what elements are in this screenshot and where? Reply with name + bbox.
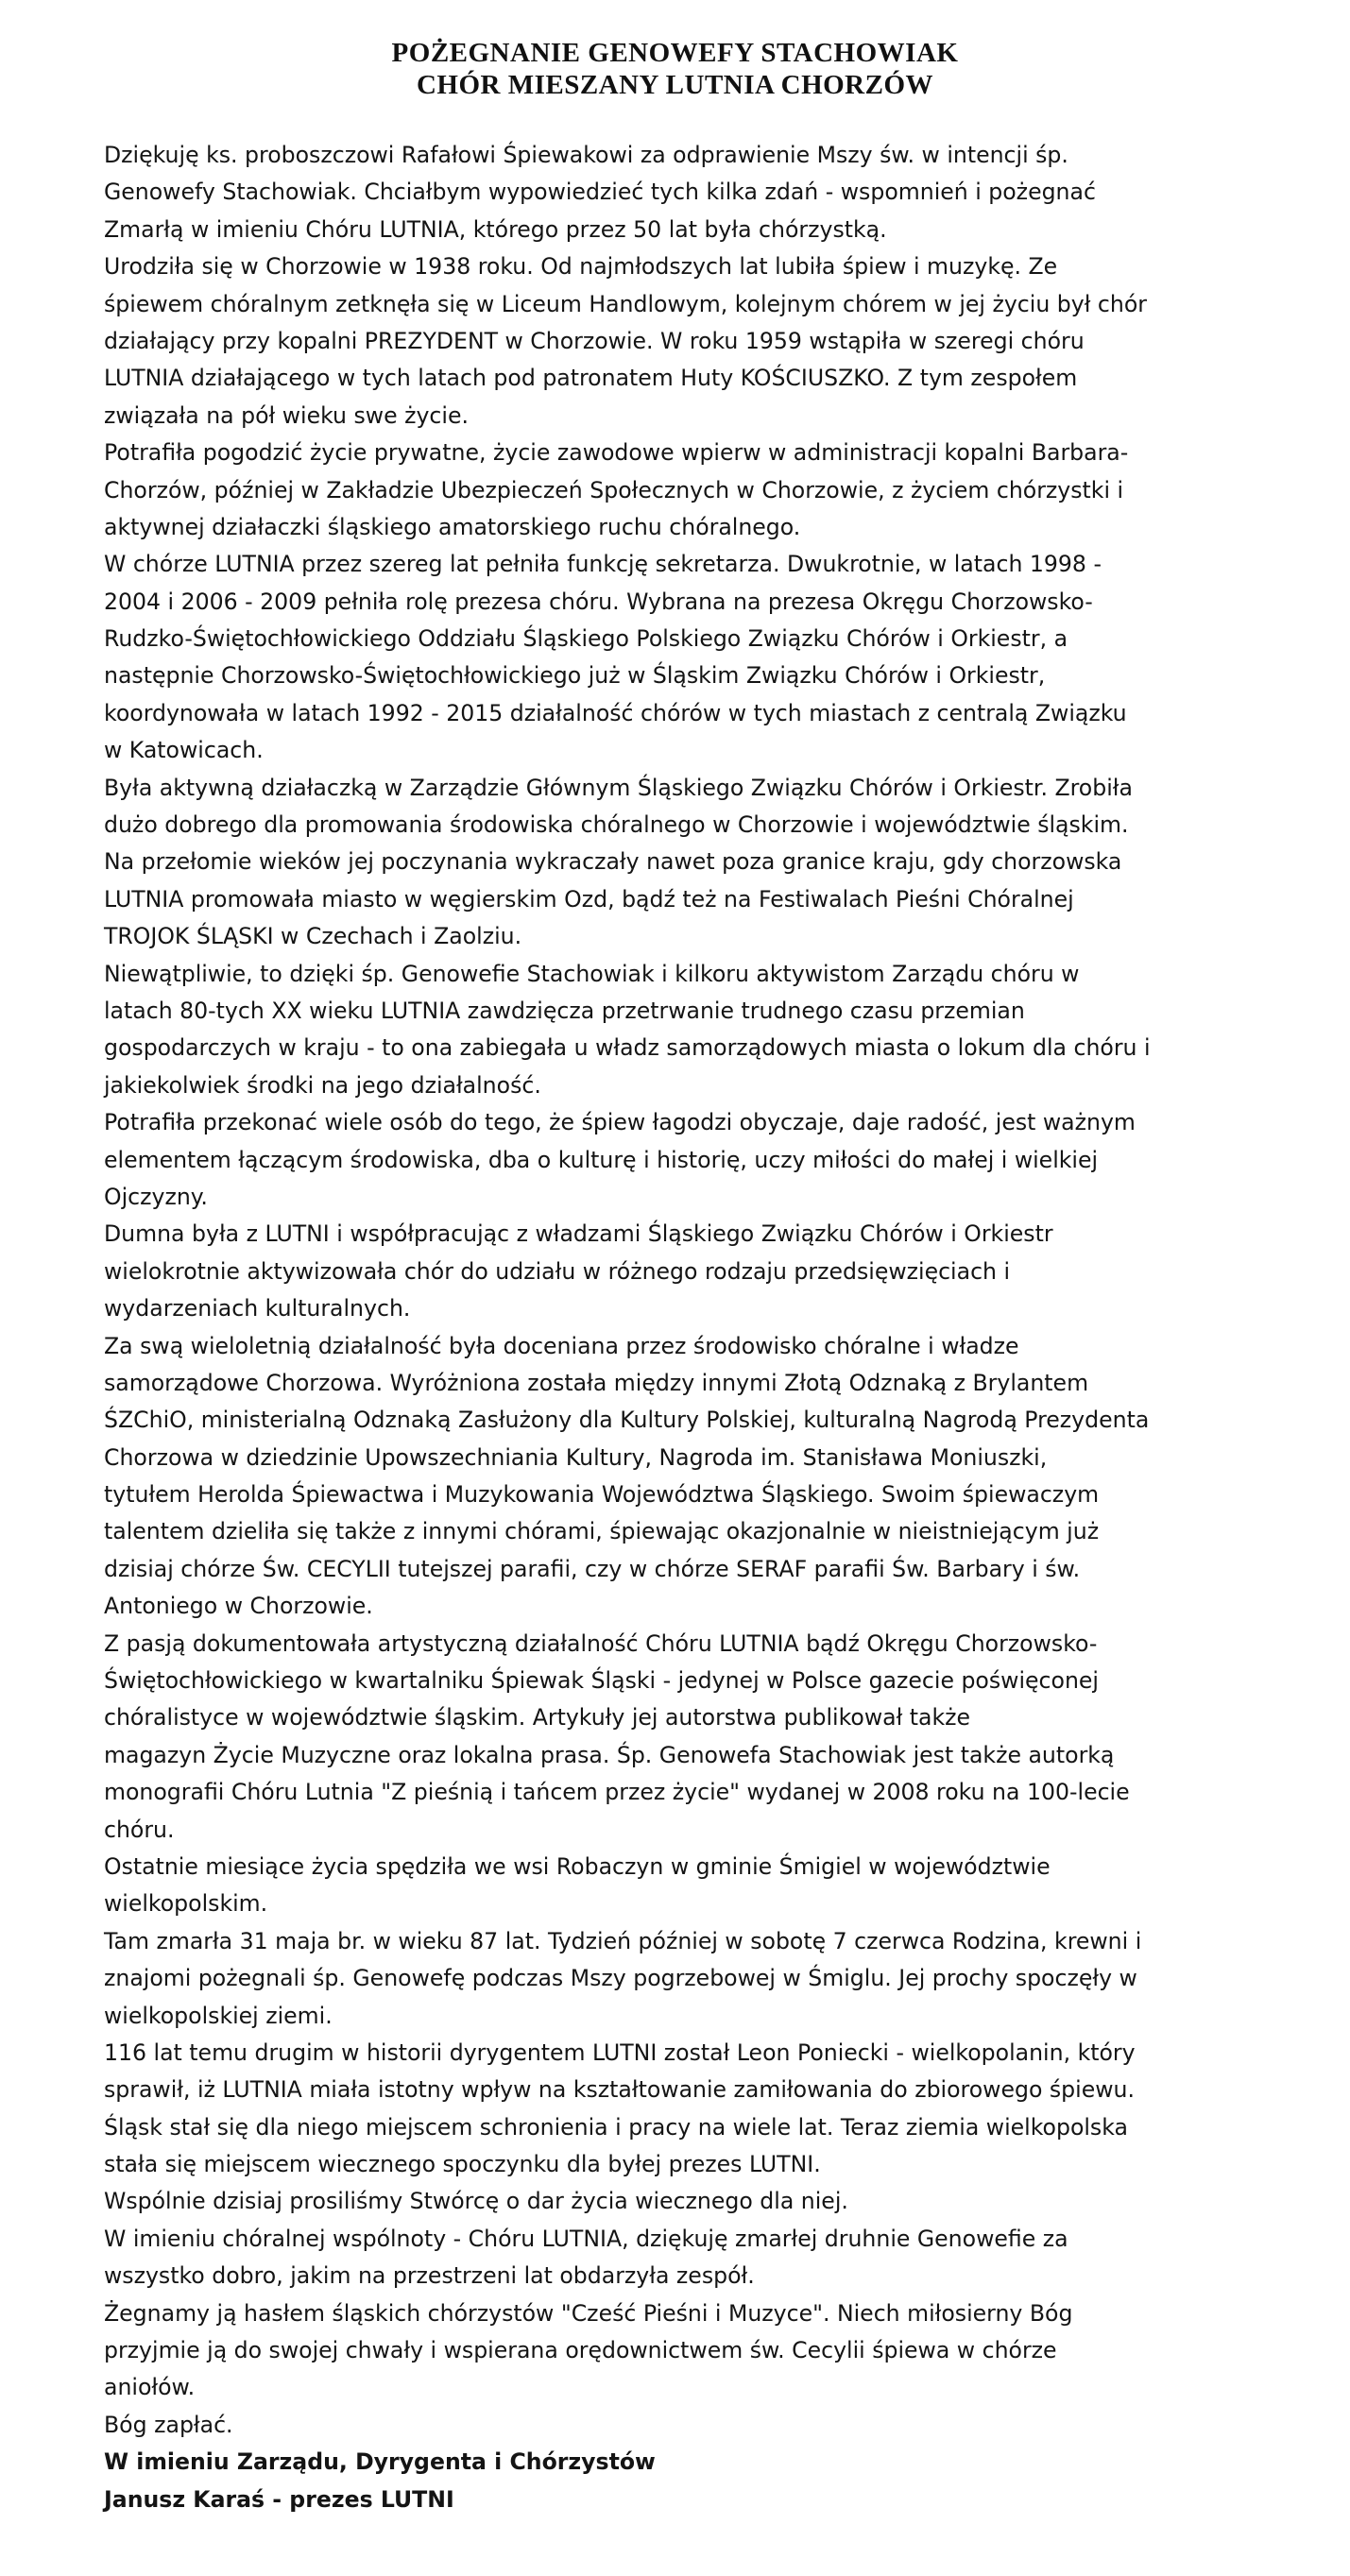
text-line: Chorzowa w dziedzinie Upowszechniania Kultury, Nagroda im. Stanisława Moniuszki, — [104, 1443, 1048, 1471]
text-line: Chorzów, później w Zakładzie Ubezpieczeń Społecznych w Chorzowie, z życiem chórzystki i — [104, 476, 1124, 503]
text-line: Na przełomie wieków jej poczynania wykraczały nawet poza granice kraju, gdy chorzowska — [104, 848, 1122, 876]
text-line: Bóg zapłać. — [104, 2411, 233, 2438]
text-line: działający przy kopalni PREZYDENT w Chorzowie. W roku 1959 wstąpiła w szeregi chóru — [104, 327, 1085, 354]
text-line: latach 80-tych XX wieku LUTNIA zawdzięcza przetrwanie trudnego czasu przemian — [104, 997, 1025, 1024]
text-line: wszystko dobro, jakim na przestrzeni lat obdarzyła zespół. — [104, 2262, 755, 2290]
text-line: 116 lat temu drugim w historii dyrygentem LUTNI został Leon Poniecki - wielkopolanin, który — [104, 2039, 1136, 2066]
text-line: Urodziła się w Chorzowie w 1938 roku. Od najmłodszych lat lubiła śpiew i muzykę. Ze — [104, 253, 1058, 281]
text-line: monografii Chóru Lutnia "Z pieśnią i tańcem przez życie" wydanej w 2008 roku na 100-lecie — [104, 1779, 1130, 1806]
document-title: POŻEGNANIE GENOWEFY STACHOWIAK — [391, 38, 959, 68]
text-line: następnie Chorzowsko-Świętochłowickiego już w Śląskim Związku Chórów i Orkiestr, — [104, 662, 1046, 690]
text-line: Rudzko-Świętochłowickiego Oddziału Śląskiego Polskiego Związku Chórów i Orkiestr, a — [104, 625, 1068, 653]
text-line: 2004 i 2006 - 2009 pełniła rolę prezesa chóru. Wybrana na prezesa Okręgu Chorzowsko- — [104, 588, 1093, 615]
text-line: Świętochłowickiego w kwartalniku Śpiewak Śląski - jedynej w Polsce gazecie poświęconej — [104, 1667, 1099, 1695]
text-line: wielkopolskiej ziemi. — [104, 2002, 333, 2029]
text-line: dzisiaj chórze Św. CECYLII tutejszej parafii, czy w chórze SERAF parafii Św. Barbary i św. — [104, 1555, 1081, 1582]
text-line: chóru. — [104, 1816, 175, 1843]
text-line: LUTNIA działającego w tych latach pod patronatem Huty KOŚCIUSZKO. Z tym zespołem — [104, 365, 1078, 392]
text-line: dużo dobrego dla promowania środowiska chóralnego w Chorzowie i województwie śląskim. — [104, 811, 1129, 839]
document-subtitle: CHÓR MIESZANY LUTNIA CHORZÓW — [416, 70, 934, 100]
text-line: magazyn Życie Muzyczne oraz lokalna prasa. Śp. Genowefa Stachowiak jest także autorką — [104, 1741, 1115, 1768]
text-line: samorządowe Chorzowa. Wyróżniona została między innymi Złotą Odznaką z Brylantem — [104, 1369, 1089, 1396]
text-line: Niewątpliwie, to dzięki śp. Genowefie Stachowiak i kilkoru aktywistom Zarządu chóru w — [104, 960, 1080, 987]
signature-line-2: Janusz Karaś - prezes LUTNI — [104, 2485, 454, 2513]
text-line: znajomi pożegnali śp. Genowefę podczas Mszy pogrzebowej w Śmiglu. Jej prochy spoczęły w — [104, 1965, 1137, 1992]
text-line: jakiekolwiek środki na jego działalność. — [104, 1071, 541, 1099]
text-line: Zmarłą w imieniu Chóru LUTNIA, którego przez 50 lat była chórzystką. — [104, 215, 887, 243]
text-line: w Katowicach. — [104, 737, 264, 764]
text-line: Potrafiła pogodzić życie prywatne, życie zawodowe wpierw w administracji kopalni Barbara- — [104, 439, 1129, 467]
text-line: przyjmie ją do swojej chwały i wspierana orędownictwem św. Cecylii śpiewa w chórze — [104, 2337, 1057, 2364]
text-line: Śląsk stał się dla niego miejscem schronienia i pracy na wiele lat. Teraz ziemia wielkopolska — [104, 2113, 1128, 2141]
text-line: elementem łączącym środowiska, dba o kulturę i historię, uczy miłości do małej i wielkiej — [104, 1146, 1099, 1173]
text-line: stała się miejscem wiecznego spoczynku dla byłej prezes LUTNI. — [104, 2151, 821, 2178]
text-line: wielkopolskim. — [104, 1890, 268, 1918]
text-line: sprawił, iż LUTNIA miała istotny wpływ na kształtowanie zamiłowania do zbiorowego śpiewu. — [104, 2076, 1135, 2104]
text-line: talentem dzieliła się także z innymi chórami, śpiewając okazjonalnie w nieistniejącym już — [104, 1518, 1100, 1545]
text-line: Ojczyzny. — [104, 1183, 208, 1210]
text-line: Antoniego w Chorzowie. — [104, 1593, 373, 1620]
text-line: Dumna była z LUTNI i współpracując z władzami Śląskiego Związku Chórów i Orkiestr — [104, 1220, 1053, 1248]
document-body — [104, 137, 1280, 2518]
text-line: związała na pół wieku swe życie. — [104, 401, 469, 429]
text-line: wydarzeniach kulturalnych. — [104, 1295, 411, 1322]
text-line: aktywnej działaczki śląskiego amatorskiego ruchu chóralnego. — [104, 513, 801, 540]
signature-line-1: W imieniu Zarządu, Dyrygenta i Chórzystów — [104, 2448, 656, 2476]
text-line: koordynowała w latach 1992 - 2015 działalność chórów w tych miastach z centralą Związku — [104, 699, 1127, 726]
text-line: ŚZChiO, ministerialną Odznaką Zasłużony dla Kultury Polskiej, kulturalną Nagrodą Prezydenta — [104, 1407, 1150, 1434]
text-line: W chórze LUTNIA przez szereg lat pełniła funkcję sekretarza. Dwukrotnie, w latach 1998 - — [104, 551, 1102, 578]
text-line: Potrafiła przekonać wiele osób do tego, że śpiew łagodzi obyczaje, daje radość, jest ważnym — [104, 1109, 1136, 1136]
text-line: aniołów. — [104, 2374, 196, 2401]
text-line: gospodarczych w kraju - to ona zabiegała u władz samorządowych miasta o lokum dla chóru i — [104, 1034, 1151, 1062]
text-line: Żegnamy ją hasłem śląskich chórzystów "Cześć Pieśni i Muzyce". Niech miłosierny Bóg — [104, 2299, 1073, 2327]
text-line: śpiewem chóralnym zetknęła się w Liceum Handlowym, kolejnym chórem w jej życiu był chór — [104, 290, 1147, 317]
text-line: wielokrotnie aktywizowała chór do udziału w różnego rodzaju przedsięwzięciach i — [104, 1257, 1011, 1285]
text-line: Dziękuję ks. proboszczowi Rafałowi Śpiewakowi za odprawienie Mszy św. w intencji śp. — [104, 142, 1068, 168]
text-line: Za swą wieloletnią działalność była doceniana przez środowisko chóralne i władze — [104, 1332, 1019, 1359]
text-line: Była aktywną działaczką w Zarządzie Głównym Śląskiego Związku Chórów i Orkiestr. Zrobiła — [104, 774, 1133, 801]
text-line: W imieniu chóralnej wspólnoty - Chóru LUTNIA, dziękuję zmarłej druhnie Genowefie za — [104, 2225, 1068, 2252]
text-line: Z pasją dokumentowała artystyczną działalność Chóru LUTNIA bądź Okręgu Chorzowsko- — [104, 1629, 1098, 1657]
text-line: tytułem Herolda Śpiewactwa i Muzykowania Województwa Śląskiego. Swoim śpiewaczym — [104, 1481, 1100, 1509]
text-line: LUTNIA promowała miasto w węgierskim Ozd, bądź też na Festiwalach Pieśni Chóralnej — [104, 885, 1074, 913]
text-line: Ostatnie miesiące życia spędziła we wsi Robaczyn w gminie Śmigiel w województwie — [104, 1852, 1051, 1880]
text-line: Wspólnie dzisiaj prosiliśmy Stwórcę o dar życia wiecznego dla niej. — [104, 2188, 848, 2215]
text-line: chóralistyce w województwie śląskim. Artykuły jej autorstwa publikował także — [104, 1704, 971, 1732]
text-line: TROJOK ŚLĄSKI w Czechach i Zaolziu. — [104, 923, 522, 950]
text-line: Genowefy Stachowiak. Chciałbym wypowiedzieć tych kilka zdań - wspomnień i pożegnać — [104, 179, 1096, 206]
text-line: Tam zmarła 31 maja br. w wieku 87 lat. Tydzień później w sobotę 7 czerwca Rodzina, krewni i — [104, 1927, 1142, 1954]
